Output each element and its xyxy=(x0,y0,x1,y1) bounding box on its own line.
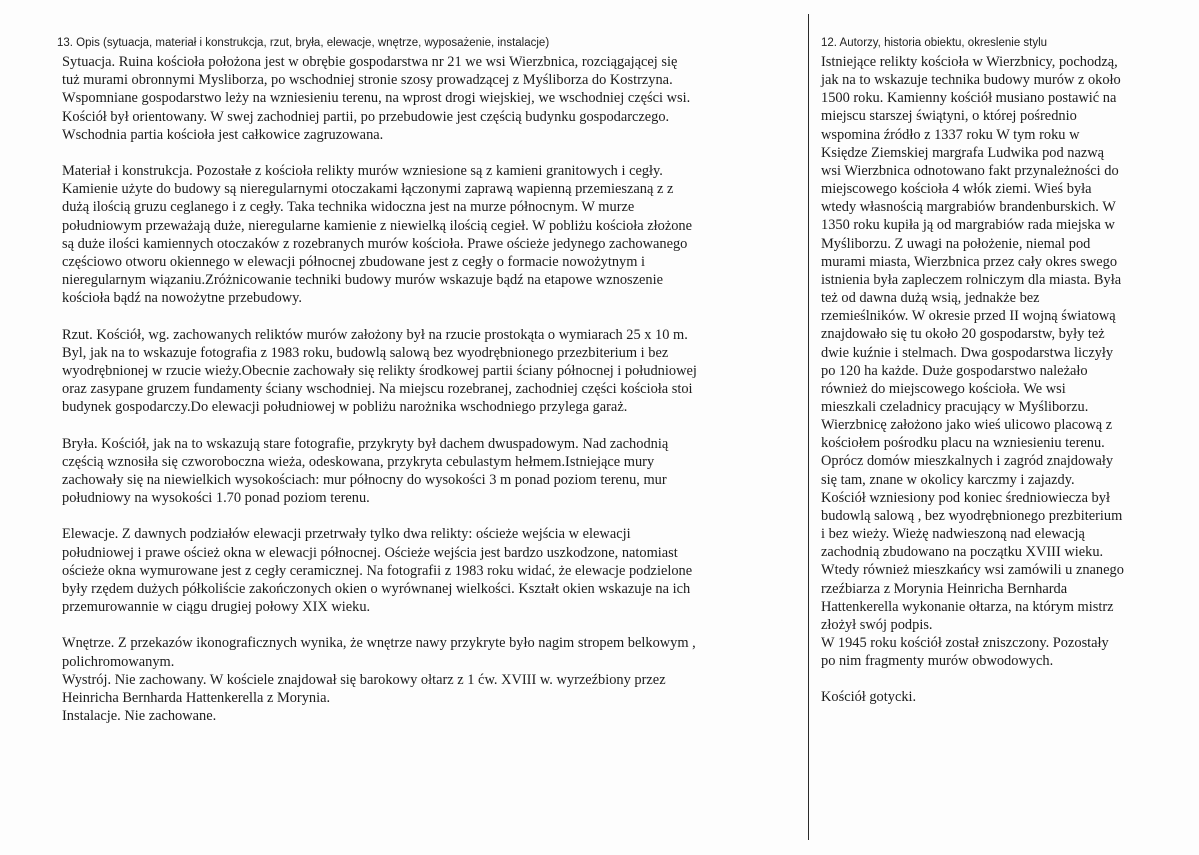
paragraph-interior: Wnętrze. Z przekazów ikonograficznych wynika, że wnętrze nawy przykryte było nagim stropem belkowym , polichromowanym. xyxy=(62,635,696,670)
paragraph-elevations: Elewacje. Z dawnych podziałów elewacji przetrwały tylko dwa relikty: ościeże wejścia w elewacji południowej i prawe oścież okna w elewacji północnej. Ościeże wejścia jest bardzo uszkodzone, natomiast ościeże okna wymurowane jest z cegły ceramicznej. Na fotografii z 1983 roku widać, że elewacje podzielone były rzędem dużych półkoliście zakończonych okien o wyrównanej wielkości. Kształt okien wskazuje na ich przemurowannie w ciągu drugiej połowy XIX wieku. xyxy=(62,526,693,616)
column-divider xyxy=(808,14,809,840)
history-column xyxy=(821,36,1181,706)
section-13-header: 13. Opis (sytuacja, materiał i konstrukcja, rzut, bryła, elewacje, wnętrze, wyposażenie, instalacje) xyxy=(57,37,550,49)
paragraph-plan: Rzut. Kościół, wg. zachowanych reliktów murów założony był na rzucie prostokąta o wymiarach 25 x 10 m. Byl, jak na to wskazuje fotografia z 1983 roku, budowlą salową bez wyodrębnionego przezbiterium i bez wyodrębnionej w rzucie wieży.Obecnie zachowały się relikty środkowej partii ściany północnej i południowej oraz zasypane gruzem fundamenty ściany wschodniej. Na miejscu rozebranej, zachodniej części kościoła stoi budynek gospodarczy.Do elewacji południowej w pobliżu narożnika wschodniego przylega garaż. xyxy=(62,326,697,416)
section-12-header: 12. Autorzy, historia obiektu, okreslenie stylu xyxy=(821,37,1048,49)
paragraph-massing: Bryła. Kościół, jak na to wskazują stare fotografie, przykryty był dachem dwuspadowym. Nad zachodnią częścią wznosiła się czworoboczna wieża, odeskowana, przykryta cebulastym hełmem.Istniejące mury zachowały się na niewielkich wysokościach: mur północny do wysokości 3 m ponad poziom terenu, mur południowy na wysokości 1.70 ponad poziom terenu. xyxy=(62,435,669,507)
paragraph-history: Istniejące relikty kościoła w Wierzbnicy, pochodzą, jak na to wskazuje technika budowy murów z około 1500 roku. Kamienny kościół musiano postawić na miejscu starszej świątyni, o której pośrednio wspomina źródło z 1337 roku W tym roku w Księdze Ziemskiej margrafa Ludwika pod nazwą wsi Wierzbnica odnotowano fakt przynależności do miejscowego kościoła 4 włók ziemi. Wieś była wtedy własnością margrabiów brandenburskich. W 1350 roku kupiła ją od margrabiów rada miejska w Myśliborzu. Z uwagi na położenie, niemal pod murami miasta, Wierzbnica przez cały okres swego istnienia była zapleczem rolniczym dla miasta. Była też od dawna dużą wsią, jednakże bez rzemieślników. W okresie przed II wojną światową znajdowało się tu około 20 gospodarstw, były też dwie kuźnie i stelmach. Dwa gospodarstwa liczyły po 120 ha każde. Duże gospodarstwo należało również do miejscowego kościoła. We wsi mieszkali czeladnicy pracujący w Myśliborzu. Wierzbnicę założono jako wieś ulicowo placową z kościołem pośrodku placu na wzniesieniu terenu. Oprócz domów mieszkalnych i zagród znajdowały się tam, znane w okolicy karczmy i zajazdy. Kościół wzniesiony pod koniec średniowiecza był budowlą salową , bez wyodrębnionego prezbiterium i bez wieży. Wieżę nadwieszoną nad elewacją zachodnią zbudowano na początku XVIII wieku. Wtedy również mieszkańcy wsi zamówili u znanego rzeźbiarza z Morynia Heinricha Bernharda Hattenkerella wykonanie ołtarza, na którym mistrz złożył swój podpis. W 1945 roku kościół został zniszczony. Pozostały po nim fragmenty murów obwodowych. xyxy=(821,54,1124,670)
paragraph-style: Kościół gotycki. xyxy=(821,689,917,706)
spacer xyxy=(821,670,1181,688)
paragraph-situation: Sytuacja. Ruina kościoła położona jest w obrębie gospodarstwa nr 21 we wsi Wierzbnica, rozciągającej się tuż murami obronnymi Mysliborza, po wschodniej stronie szosy prowadzącej z Myśliborza do Kostrzyna. Wspomniane gospodarstwo leży na wzniesieniu terenu, na wprost drogi wiejskiej, we wschodniej części wsi. Kościół był orientowany. W swej zachodniej partii, po przebudowie jest częścią budynku gospodarczego. Wschodnia partia kościoła jest całkowice zagruzowana. xyxy=(62,54,691,143)
description-column xyxy=(57,36,802,726)
paragraph-furnishing: Wystrój. Nie zachowany. W kościele znajdował się barokowy ołtarz z 1 ćw. XVIII w. wyrzeźbiony przez Heinricha Bernharda Hattenkerella z Morynia. xyxy=(62,671,666,707)
paragraph-installations: Instalacje. Nie zachowane. xyxy=(62,708,217,725)
paragraph-material-construction: Materiał i konstrukcja. Pozostałe z kościoła relikty murów wzniesione są z kamieni granitowych i cegły. Kamienie użyte do budowy są nieregularnymi otoczakami łączonymi zaprawą wapienną przemieszaną z z dużą ilością gruzu ceglanego i z cegły. Taka technika widoczna jest na murze północnym. W murze południowym przeważają duże, nieregularne kamienie z niewielką ilością cegieł. W pobliżu kościoła złożone są duże ilości kamiennych otoczaków z rozebranych murów kościoła. Prawe ościeże jedynego zachowanego częściowo otworu okiennego w elewacji północnej zbudowane jest z cegły o formacie nowożytnym i nieregularnym wiązaniu.Zróżnicowanie techniki budowy murów wskazuje bądź na etapowe wznoszenie kościoła bądź na nowożytne przebudowy. xyxy=(62,163,693,307)
